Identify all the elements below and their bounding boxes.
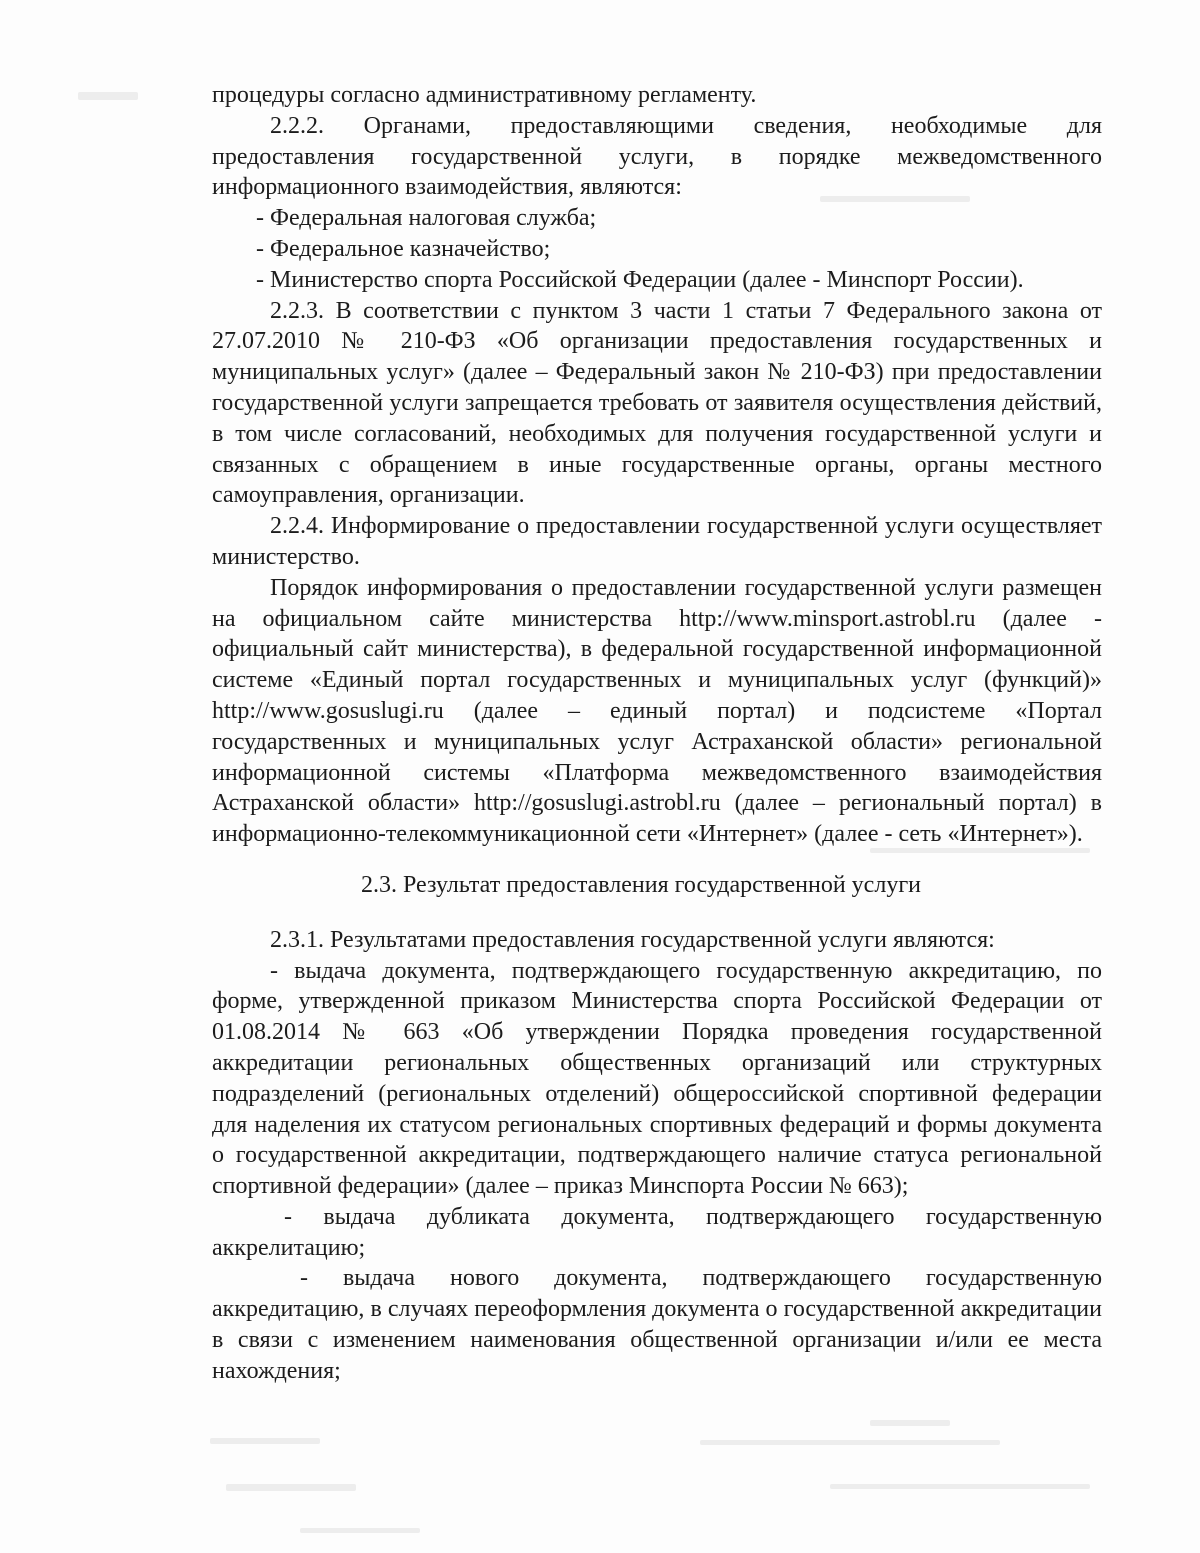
paragraph-2-2-3: 2.2.3. В соответствии с пунктом 3 части 1 статьи 7 Федерального закона от 27.07.2010 № 210-ФЗ «Об организации предоставления государственных и муниципальных услуг» (далее – Федеральный закон № 210-ФЗ) при предоставлении государственной услуги запрещается требовать от заявителя осуществления действий, в том числе согласований, необходимых для получения государственной услуги и связанных с обращением в иные государственные органы, органы местного самоуправления, организации. [212, 297, 1102, 509]
scan-artifact [300, 1528, 420, 1533]
list-item-issue-duplicate: - выдача дубликата документа, подтверждающего государственную аккрелитацию; [212, 1203, 1102, 1261]
scan-artifact [210, 1438, 320, 1444]
paragraph-informing-order: Порядок информирования о предоставлении государственной услуги размещен на официальном сайте министерства http://www.minsport.astrobl.ru (далее - официальный сайт министерства), в федеральной государственной информационной системе «Единый портал государственных и муниципальных услуг (функций)» http://www.gosuslugi.ru (далее – единый портал) и подсистеме «Портал государственных и муниципальных услуг Астраханской области» региональной информационной системы «Платформа межведомственного взаимодействия Астраханской области» http://gosuslugi.astrobl.ru (далее – региональный портал) в информационно-телекоммуникационной сети «Интернет» (далее - сеть «Интернет»). [212, 574, 1102, 848]
list-item-issue-document: - выдача документа, подтверждающего государственную аккредитацию, по форме, утвержденной приказом Министерства спорта Российской Федерации от 01.08.2014 № 663 «Об утверждении Порядка проведения государственной аккредитации региональных общественных организаций или структурных подразделений (региональных отделений) общероссийской спортивной федерации для наделения их статусом региональных спортивных федераций и формы документа о государственной аккредитации, подтверждающего наличие статуса региональной спортивной федерации» (далее – приказ Минспорта России № 663); [212, 957, 1102, 1200]
scan-artifact [870, 1420, 950, 1426]
scan-artifact [78, 92, 138, 100]
list-item-ministry-sport: - Министерство спорта Российской Федерации (далее - Минспорт России). [256, 266, 1024, 293]
paragraph-2-2-4: 2.2.4. Информирование о предоставлении государственной услуги осуществляет министерство. [212, 513, 1102, 570]
list-item-treasury: - Федеральное казначейство; [256, 235, 551, 262]
paragraph-continuation: процедуры согласно административному регламенту. [212, 82, 757, 108]
paragraph-2-2-2: 2.2.2. Органами, предоставляющими сведения, необходимые для предоставления государственной услуги, в порядке межведомственного информационного взаимодействия, являются: [212, 112, 1102, 201]
list-item-issue-new-document: - выдача нового документа, подтверждающего государственную аккредитацию, в случаях переоформления документа о государственной аккредитации в связи с изменением наименования общественной организации и/или ее места нахождения; [212, 1265, 1102, 1384]
paragraph-2-3-1: 2.3.1. Результатами предоставления государственной услуги являются: [270, 926, 995, 953]
scan-artifact [700, 1440, 1000, 1445]
list-item-tax-service: - Федеральная налоговая служба; [256, 205, 597, 232]
document-body [212, 80, 1102, 1387]
scan-artifact [830, 1484, 1090, 1489]
scan-artifact [226, 1484, 356, 1491]
section-heading: 2.3. Результат предоставления государственной услуги [360, 871, 921, 898]
